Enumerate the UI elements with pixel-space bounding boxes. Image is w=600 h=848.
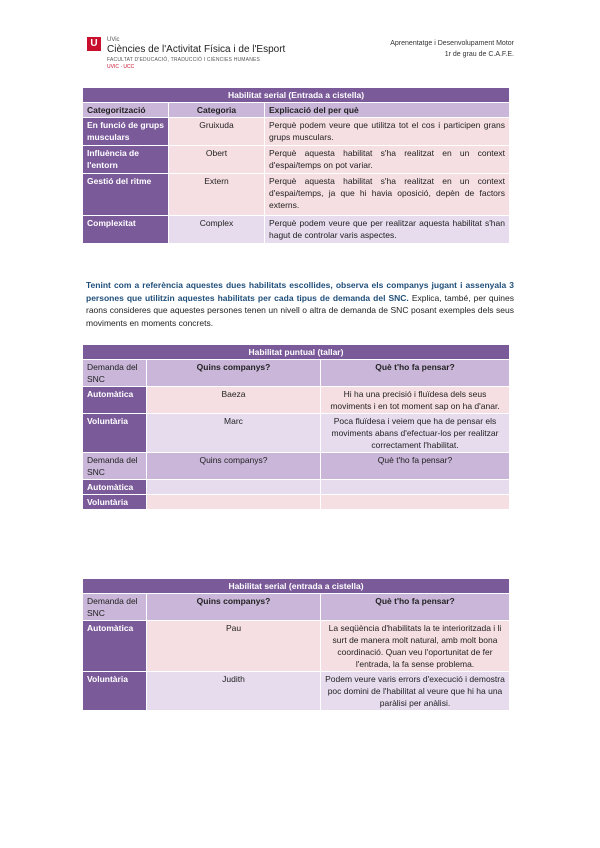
course-name: Aprenentatge i Desenvolupament Motor [390, 40, 514, 47]
table-row [83, 480, 510, 495]
table-row [83, 216, 510, 244]
instructions-bold: Tenint com a referència aquestes dues habilitats escollides, observa els companys jugant i assenyala 3 persones que utilitzin aquestes habilitats per cada tipus de demanda del SNC. [86, 280, 514, 303]
category-cell: Gruixuda [169, 118, 265, 146]
row-label: Influència de l'entorn [83, 146, 169, 174]
table-title: Habilitat serial (Entrada a cistella) [83, 88, 510, 103]
instructions-paragraph [86, 279, 514, 329]
reason-cell [321, 480, 510, 495]
column-header: Què t'ho fa pensar? [321, 594, 510, 621]
explanation-cell: Perquè podem veure que per realitzar aquesta habilitat s'han hagut de controlar varis aspectes. [265, 216, 510, 244]
university-name: UVic [107, 37, 120, 43]
reason-cell [321, 495, 510, 510]
row-label: Gestió del ritme [83, 174, 169, 216]
companion-cell: Judith [147, 672, 321, 711]
column-header: Demanda del SNC [83, 360, 147, 387]
column-header: Categorització [83, 103, 169, 118]
column-header: Categoria [169, 103, 265, 118]
university-logo: U [87, 37, 101, 51]
companion-cell [147, 495, 321, 510]
column-header: Quins companys? [147, 360, 321, 387]
column-header: Quins companys? [147, 453, 321, 480]
page-header [0, 0, 600, 80]
category-cell: Extern [169, 174, 265, 216]
category-cell: Obert [169, 146, 265, 174]
row-label: Complexitat [83, 216, 169, 244]
table-row [83, 118, 510, 146]
instructions-text: Explica, també, per quines raons consideres que aquestes persones tenen un nivell o altra de demanda de SNC posant exemples dels seus moviments en moments concrets. [86, 292, 514, 328]
table-row [83, 414, 510, 453]
column-header: Demanda del SNC [83, 594, 147, 621]
row-label: Automàtica [83, 621, 147, 672]
companion-cell: Baeza [147, 387, 321, 414]
explanation-cell: Perquè aquesta habilitat s'ha realitzat en un context d'espai/temps on pot variar. [265, 146, 510, 174]
column-header: Demanda del SNC [83, 453, 147, 480]
table-row [83, 146, 510, 174]
table-row [83, 387, 510, 414]
row-label: Automàtica [83, 387, 147, 414]
row-label: Voluntària [83, 672, 147, 711]
row-label: Voluntària [83, 414, 147, 453]
table-puntual [82, 344, 510, 510]
table-title: Habilitat puntual (tallar) [83, 345, 510, 360]
reason-cell: Poca fluïdesa i veiem que ha de pensar els moviments abans d'efectuar-los per realitzar correctament l'habilitat. [321, 414, 510, 453]
explanation-cell: Perquè podem veure que utilitza tot el cos i participen grans grups musculars. [265, 118, 510, 146]
table-row [83, 672, 510, 711]
faculty-subtitle-2: UVIC · UCC [107, 64, 135, 70]
table-row [83, 621, 510, 672]
table-row [83, 174, 510, 216]
column-header: Què t'ho fa pensar? [321, 360, 510, 387]
row-label: Voluntària [83, 495, 147, 510]
row-label: En funció de grups musculars [83, 118, 169, 146]
column-header: Què t'ho fa pensar? [321, 453, 510, 480]
category-cell: Complex [169, 216, 265, 244]
table-serial [82, 578, 510, 711]
row-label: Automàtica [83, 480, 147, 495]
faculty-name: Ciències de l'Activitat Física i de l'Esport [107, 44, 286, 55]
faculty-subtitle: FACULTAT D'EDUCACIÓ, TRADUCCIÓ I CIÈNCIES HUMANES [107, 57, 261, 63]
companion-cell [147, 480, 321, 495]
table-row [83, 495, 510, 510]
course-grade: 1r de grau de C.A.F.E. [444, 51, 514, 58]
table-serial-categorization [82, 87, 510, 244]
column-header: Explicació del per què [265, 103, 510, 118]
companion-cell: Marc [147, 414, 321, 453]
course-info [390, 38, 514, 60]
explanation-cell: Perquè aquesta habilitat s'ha realitzat en un context d'espai/temps, ja que hi havia oposició, depèn de factors externs. [265, 174, 510, 216]
companion-cell: Pau [147, 621, 321, 672]
table-title: Habilitat serial (entrada a cistella) [83, 579, 510, 594]
column-header: Quins companys? [147, 594, 321, 621]
reason-cell: La seqüència d'habilitats la te interioritzada i li surt de manera molt natural, amb molt bona coordinació. Quan veu l'oportunitat de fer l'entrada, la fa sense problema. [321, 621, 510, 672]
reason-cell: Podem veure varis errors d'execució i demostra poc domini de l'habilitat al veure que hi ha una paràlisi per anàlisi. [321, 672, 510, 711]
reason-cell: Hi ha una precisió i fluïdesa dels seus moviments i en tot moment sap on ha d'anar. [321, 387, 510, 414]
